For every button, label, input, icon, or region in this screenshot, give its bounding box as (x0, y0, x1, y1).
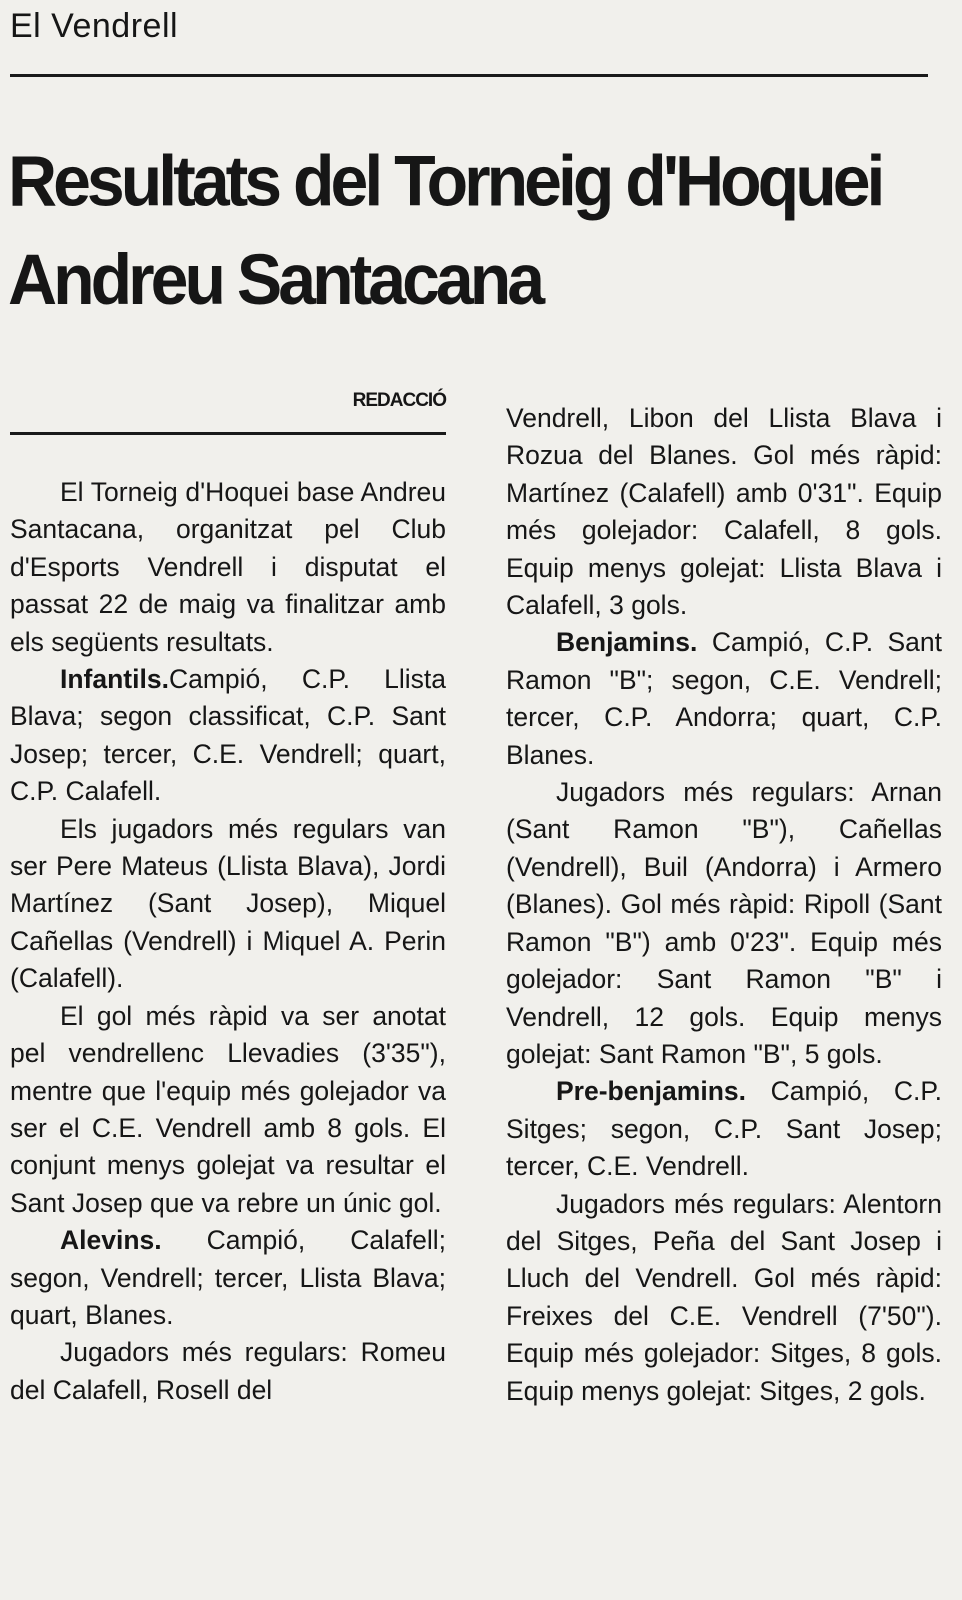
benjamins-results-paragraph (506, 624, 942, 774)
byline: REDACCIÓ (352, 390, 446, 411)
prebenjamins-players-paragraph: Jugadors més regulars: Alentorn del Sitges, Peña del Sant Josep i Lluch del Vendrell. Gol més ràpid: Freixes del C.E. Vendrell (7'50"). Equip més golejador: Sitges, 8 gols. Equip menys golejat: Sitges, 2 gols. (506, 1188, 942, 1406)
alevins-label: Alevins. (60, 1225, 162, 1256)
article-column-right (506, 400, 942, 1410)
headline-line-2: Andreu Santacana (8, 240, 542, 320)
infantils-results: Campió, C.P. Llista Blava; segon classificat, C.P. Sant Josep; tercer, C.E. Vendrell; quart, C.P. Calafell. (10, 664, 446, 807)
alevins-players-paragraph-end: Vendrell, Libon del Llista Blava i Rozua del Blanes. Gol més ràpid: Martínez (Calafell) amb 0'31". Equip més golejador: Calafell, 8 gols. Equip menys golejat: Llista Blava i Calafell, 3 gols. (506, 403, 942, 621)
benjamins-label: Benjamins. (556, 627, 698, 658)
alevins-players-paragraph-start: Jugadors més regulars: Romeu del Calafell, Rosell del (10, 1337, 446, 1405)
byline-divider (10, 432, 446, 435)
section-title: El Vendrell (10, 7, 179, 45)
infantils-results-paragraph (10, 661, 446, 811)
headline (8, 132, 881, 329)
intro-paragraph: El Torneig d'Hoquei base Andreu Santacana, organitzat pel Club d'Esports Vendrell i disputat el passat 22 de maig va finalitzar amb els següents resultats. (10, 477, 446, 657)
infantils-label: Infantils. (60, 664, 169, 695)
prebenjamins-results: Campió, C.P. Sitges; segon, C.P. Sant Josep; tercer, C.E. Vendrell. (506, 1076, 942, 1182)
alevins-results-paragraph (10, 1222, 446, 1334)
prebenjamins-label: Pre-benjamins. (556, 1076, 746, 1107)
alevins-results: Campió, Calafell; segon, Vendrell; tercer, Llista Blava; quart, Blanes. (10, 1225, 446, 1330)
article-column-left (10, 474, 446, 1409)
benjamins-players-paragraph: Jugadors més regulars: Arnan (Sant Ramon "B"), Cañellas (Vendrell), Buil (Andorra) i Armero (Blanes). Gol més ràpid: Ripoll (Sant Ramon "B") amb 0'23". Equip més golejador: Sant Ramon "B" i Vendrell, 12 gols. Equip menys golejat: Sant Ramon "B", 5 gols. (506, 777, 942, 1069)
top-divider (10, 74, 928, 77)
prebenjamins-results-paragraph (506, 1073, 942, 1185)
infantils-players-paragraph: Els jugadors més regulars van ser Pere Mateus (Llista Blava), Jordi Martínez (Sant Josep), Miquel Cañellas (Vendrell) i Miquel A. Perin (Calafell). (10, 813, 446, 994)
infantils-goals-paragraph: El gol més ràpid va ser anotat pel vendrellenc Llevadies (3'35"), mentre que l'equip més golejador va ser el C.E. Vendrell amb 8 gols. El conjunt menys golejat va resultar el Sant Josep que va rebre un únic gol. (10, 1000, 446, 1218)
headline-line-1: Resultats del Torneig d'Hoquei (8, 141, 882, 222)
benjamins-results: Campió, C.P. Sant Ramon "B"; segon, C.E. Vendrell; tercer, C.P. Andorra; quart, C.P. Blanes. (506, 627, 942, 770)
